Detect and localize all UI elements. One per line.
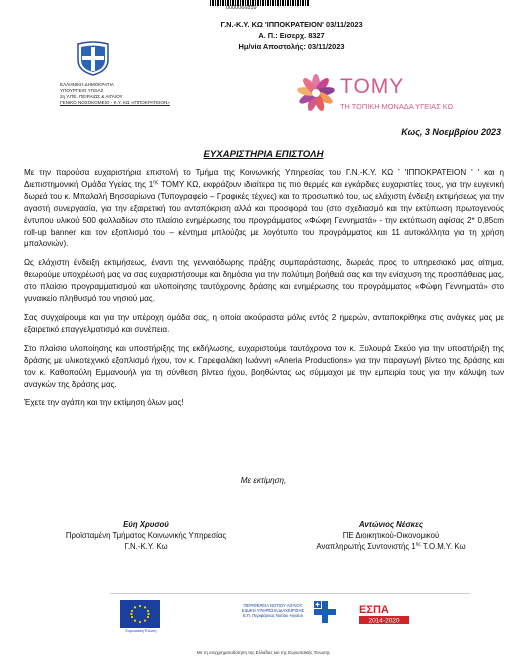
- sender-block: [60, 82, 170, 106]
- greek-emblem-icon: [76, 40, 110, 76]
- paragraph-1: [24, 167, 504, 250]
- sender-line-2: ΥΠΟΥΡΓΕΙΟ ΥΓΕΙΑΣ: [60, 88, 104, 93]
- greek-flag-cross-icon: [314, 601, 336, 623]
- signature-right: [286, 519, 496, 552]
- signature-right-org-a: Αναπληρωτής Συντονιστής 1: [316, 542, 416, 551]
- region-logo-text: [228, 603, 318, 619]
- closing-line: Με εκτίμηση,: [240, 476, 287, 485]
- tomy-logo-title: ΤΟΜΥ: [340, 75, 405, 98]
- barcode: [210, 0, 310, 6]
- signature-left-role: Προϊσταμένη Τμήματος Κοινωνικής Υπηρεσίας: [65, 531, 227, 540]
- letter-body: [24, 167, 504, 416]
- signature-right-org-sup: ης: [415, 541, 421, 548]
- signature-right-role: ΠΕ Διοικητικού-Οικονομικού: [342, 531, 440, 540]
- paragraph-1-part-b: ΤΟΜΥ ΚΩ, εκφράζουν ιδιαίτερα τις πιο θερμές και εγκάρδιες ευχαριστίες τους, για την ευγενική δωρεά του κ. Μπαλαλή Βησσαρίωνα (Τυπογραφείο – Γραφικές τέχνες) και το προσωπικό του, ως ελάχιστη ένδειξη εκτιμήσεως για την αγαστή συνεργασία, για την εξαιρετική του ανταπόκριση αλλά και προσφορά του (στο σχεδιασμό και την εκτύπωση πρωτογενούς έντυπου υλικού 500 φυλλαδίων στο πλαίσιο ενημέρωσης του προγράμματος «Φώφη Γεννηματά» - την εκτύπωση αφίσας 2* 0,85cm roll-up banner και τον εξοπλισμό του – κέντημα μπλούζας με λογότυπο του προγράμματος και 11 αυτοκόλλητα για τη χρήση μπαλονιών).: [24, 179, 505, 249]
- tomy-flower-logo-icon: [296, 73, 336, 113]
- barcode-number: 0000066859: [226, 5, 257, 11]
- espa-logo-icon: [355, 601, 413, 627]
- region-line-2: ΕΙΔΙΚΗ ΥΠΗΡΕΣΙΑ ΔΙΑΧΕΙΡΙΣΗΣ: [241, 608, 305, 614]
- eu-caption: Ευρωπαϊκή Ένωση: [125, 629, 157, 633]
- signature-right-name: Αντώνιος Νέσκες: [359, 520, 423, 529]
- paragraph-1-part-a: Με την παρούσα ευχαριστήρια επιστολή το Τμήμα της Κοινωνικής Υπηρεσίας του Γ.Ν.-Κ.Υ. ΚΩ ' 'ΙΠΠΟΚΡΑΤΕΙΟΝ ' ' και η Διεπιστημονική Ομάδα Υγείας της 1: [24, 168, 504, 189]
- signature-right-org: [286, 541, 496, 552]
- ordinal-superscript: ης: [153, 179, 159, 186]
- signature-left-name: Εύη Χρυσού: [123, 520, 169, 529]
- region-line-3: Ε.Π. Περιφέρειας Νοτίου Αιγαίου: [242, 613, 304, 619]
- paragraph-3: Σας συγχαίρουμε και για την υπέροχη ομάδα σας, η οποία ακούραστα μόλις εντός 2 ημερών, ανταποκρίθηκε στις ανάγκες μας με εξαιρετικό επαγγελματισμό και συνέπεια.: [24, 312, 504, 334]
- signature-left-org: Γ.Ν.-Κ.Υ. Κω: [124, 542, 168, 551]
- paragraph-2: Ως ελάχιστη ένδειξη εκτιμήσεως, έναντι της γενναιόδωρης πράξης συμπαράστασης, δωρεάς προς το υπηρεσιακό μας αίτημα, θεωρούμε υποχρέωσή μας να σας ευχαριστήσουμε και δημόσια για την πολύτιμη βοήθειά σας και την ενίσχυση της προσπάθειας μας, στο πλαίσιο προγραμματισμού και υλοποίησης ταυτόχρονης δράσης και ενημέρωσης του προγράμματος «Φώφη Γεννηματά» στο γυναικείο πληθυσμό του νησιού μας.: [24, 258, 504, 304]
- espa-label: ΕΣΠΑ: [359, 604, 389, 616]
- footer-divider: [110, 593, 470, 594]
- signature-left: [36, 519, 256, 552]
- region-line-1: ΠΕΡΙΦΕΡΕΙΑ ΝΟΤΙΟΥ ΑΙΓΑΙΟΥ: [243, 603, 303, 608]
- paragraph-4: Στο πλαίσιο υλοποίησης και υποστήριξης της εκδήλωσης, ευχαριστούμε ταυτόχρονα τον κ. Ξυλουρά Σκεύο για την υποστήριξη της δράσης με υλικοτεχνικό εξοπλισμό ήχου, τον κ. Γαρεφαλάκη Ιωάννη «Aneria Productions» για την παραγωγή βίντεο της δράσης και τον κ. Καθοπούλη Εμμανουήλ για τη σύνθεση βίντεο ήχου, βοηθώντας ως σύμμαχοι με την εμπειρία τους για την κάλυψη των αναγκών της δράσης μας.: [24, 343, 504, 389]
- registration-line-1: Γ.Ν.-Κ.Υ. ΚΩ 'ΙΠΠΟΚΡΑΤΕΙΟΝ' 03/11/2023: [220, 20, 363, 29]
- espa-years: 2014-2020: [368, 617, 400, 625]
- sender-line-4: ΓΕΝΙΚΟ ΝΟΣΟΚΟΜΕΙΟ - Κ.Υ. ΚΩ «ΙΠΠΟΚΡΑΤΕΙΟΝ»: [60, 100, 170, 105]
- registration-line-3: Ημ/νία Αποστολής: 03/11/2023: [238, 42, 345, 51]
- sender-line-1: ΕΛΛΗΝΙΚΗ ΔΗΜΟΚΡΑΤΙΑ: [60, 82, 114, 87]
- registration-line-2: Α. Π.: Εισερχ. 8327: [258, 31, 325, 40]
- sender-line-3: 2η Υ.ΠΕ. ΠΕΙΡΑΙΩΣ & ΑΙΓΑΙΟΥ: [60, 94, 123, 99]
- signature-right-org-b: Τ.Ο.Μ.Υ. Κω: [420, 542, 466, 551]
- cofunding-note: Με τη συγχρηματοδότηση της Ελλάδας και της Ευρωπαϊκής Ένωσης: [196, 650, 331, 655]
- letter-heading: ΕΥΧΑΡΙΣΤΗΡΙΑ ΕΠΙΣΤΟΛΗ: [203, 149, 324, 160]
- letter-date: Κως, 3 Νοεμβρίου 2023: [401, 127, 501, 137]
- paragraph-5: Έχετε την αγάπη και την εκτίμηση όλων μας!: [24, 398, 184, 408]
- tomy-logo-subtitle: ΤΗ ΤΟΠΙΚΗ ΜΟΝΑΔΑ ΥΓΕΙΑΣ ΚΩ: [340, 102, 454, 111]
- eu-flag-icon: [120, 600, 160, 628]
